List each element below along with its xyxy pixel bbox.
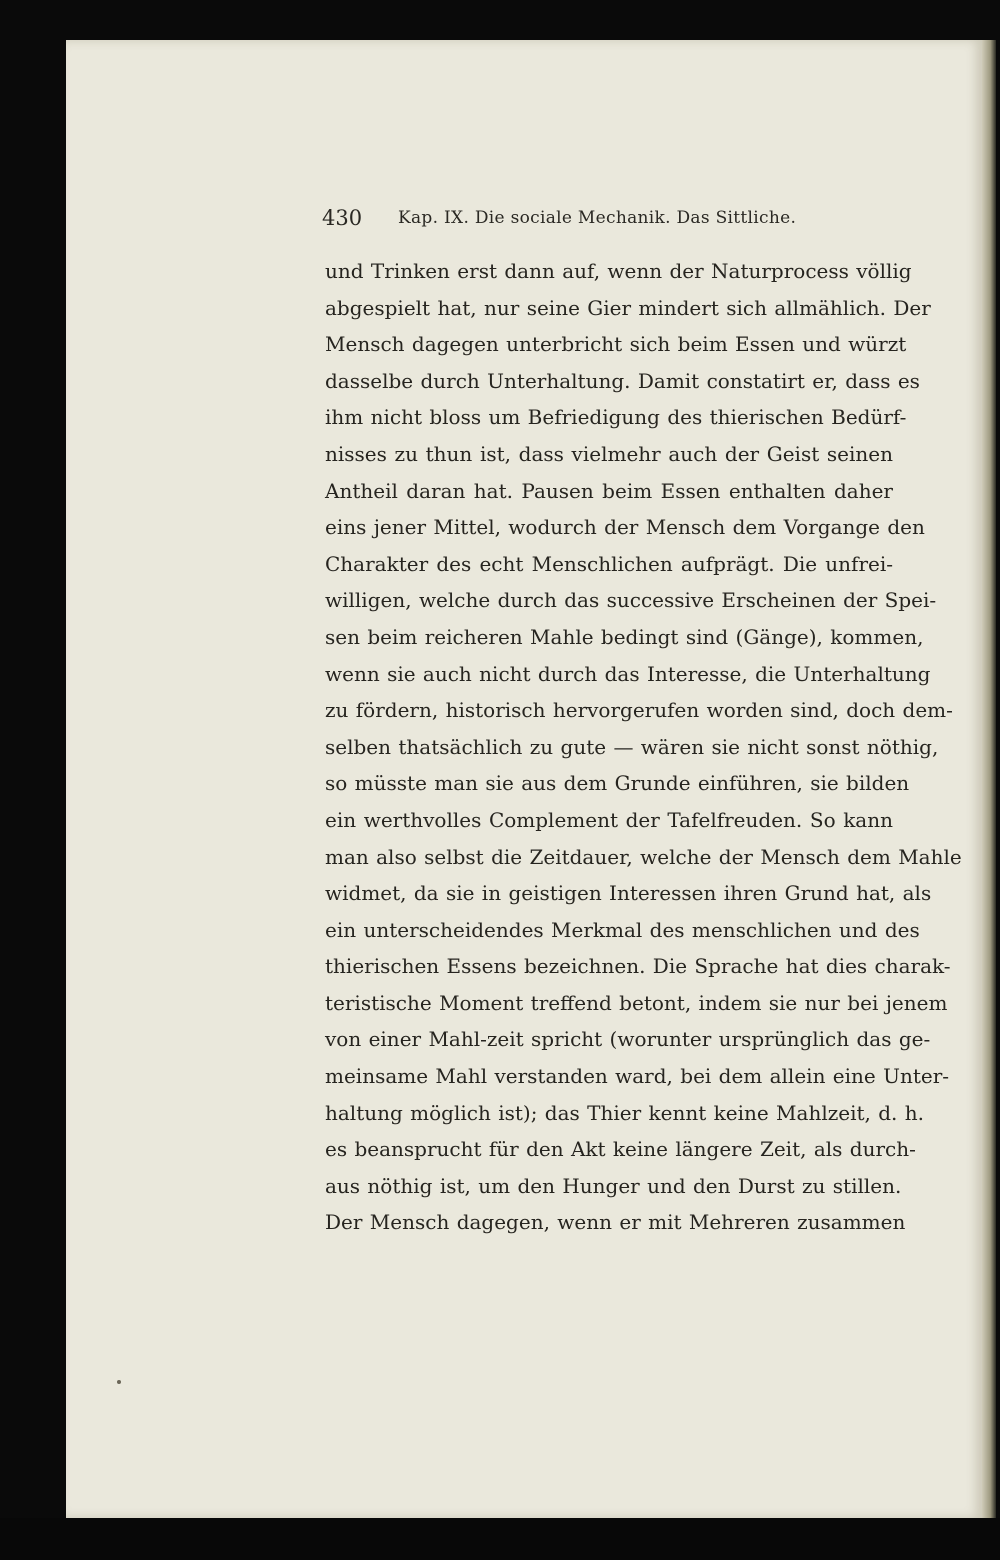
text-line: thierischen Essens bezeichnen. Die Sprache hat dies charak-: [325, 954, 951, 979]
text-line: von einer Mahl-zeit spricht (worunter ursprünglich das ge-: [325, 1027, 931, 1052]
text-line: sen beim reicheren Mahle bedingt sind (Gänge), kommen,: [325, 624, 924, 649]
text-line: eins jener Mittel, wodurch der Mensch dem Vorgange den: [325, 515, 925, 540]
text-line: haltung möglich ist); das Thier kennt keine Mahlzeit, d. h.: [325, 1100, 925, 1125]
text-line: ein werthvolles Complement der Tafelfreuden. So kann: [325, 807, 893, 832]
text-line: widmet, da sie in geistigen Interessen ihren Grund hat, als: [325, 881, 932, 906]
text-line: wenn sie auch nicht durch das Interesse, die Unterhaltung: [325, 661, 931, 686]
body-text: [325, 253, 962, 1241]
text-line: Antheil daran hat. Pausen beim Essen enthalten daher: [325, 478, 893, 503]
text-line: Charakter des echt Menschlichen aufprägt. Die unfrei-: [325, 551, 893, 576]
text-line: abgespielt hat, nur seine Gier mindert sich allmählich. Der: [325, 295, 931, 320]
text-line: man also selbst die Zeitdauer, welche der Mensch dem Mahle: [325, 844, 962, 869]
text-line: nisses zu thun ist, dass vielmehr auch der Geist seinen: [325, 441, 893, 466]
running-head: Kap. IX. Die sociale Mechanik. Das Sittliche.: [398, 208, 797, 228]
text-line: Mensch dagegen unterbricht sich beim Essen und würzt: [325, 332, 907, 357]
text-line: selben thatsächlich zu gute — wären sie nicht sonst nöthig,: [325, 734, 939, 759]
page-header: [322, 206, 892, 236]
paper-speck: [117, 1380, 121, 1384]
text-line: meinsame Mahl verstanden ward, bei dem allein eine Unter-: [325, 1064, 950, 1089]
text-line: teristische Moment treffend betont, indem sie nur bei jenem: [325, 990, 948, 1015]
text-line: und Trinken erst dann auf, wenn der Naturprocess völlig: [325, 259, 912, 283]
text-line: aus nöthig ist, um den Hunger und den Durst zu stillen.: [325, 1173, 902, 1198]
text-line: zu fördern, historisch hervorgerufen worden sind, doch dem-: [325, 698, 953, 723]
text-line: dasselbe durch Unterhaltung. Damit constatirt er, dass es: [325, 368, 920, 393]
text-line: Der Mensch dagegen, wenn er mit Mehreren zusammen: [325, 1210, 906, 1235]
text-line: es beansprucht für den Akt keine längere Zeit, als durch-: [325, 1137, 916, 1162]
text-line: ihm nicht bloss um Befriedigung des thierischen Bedürf-: [325, 405, 907, 430]
text-line: so müsste man sie aus dem Grunde einführen, sie bilden: [325, 771, 910, 796]
scan-border: [0, 1518, 1000, 1560]
page-number: 430: [322, 206, 363, 230]
text-line: willigen, welche durch das successive Erscheinen der Spei-: [325, 588, 937, 613]
page-edge: [982, 40, 996, 1518]
text-line: ein unterscheidendes Merkmal des menschlichen und des: [325, 917, 920, 942]
